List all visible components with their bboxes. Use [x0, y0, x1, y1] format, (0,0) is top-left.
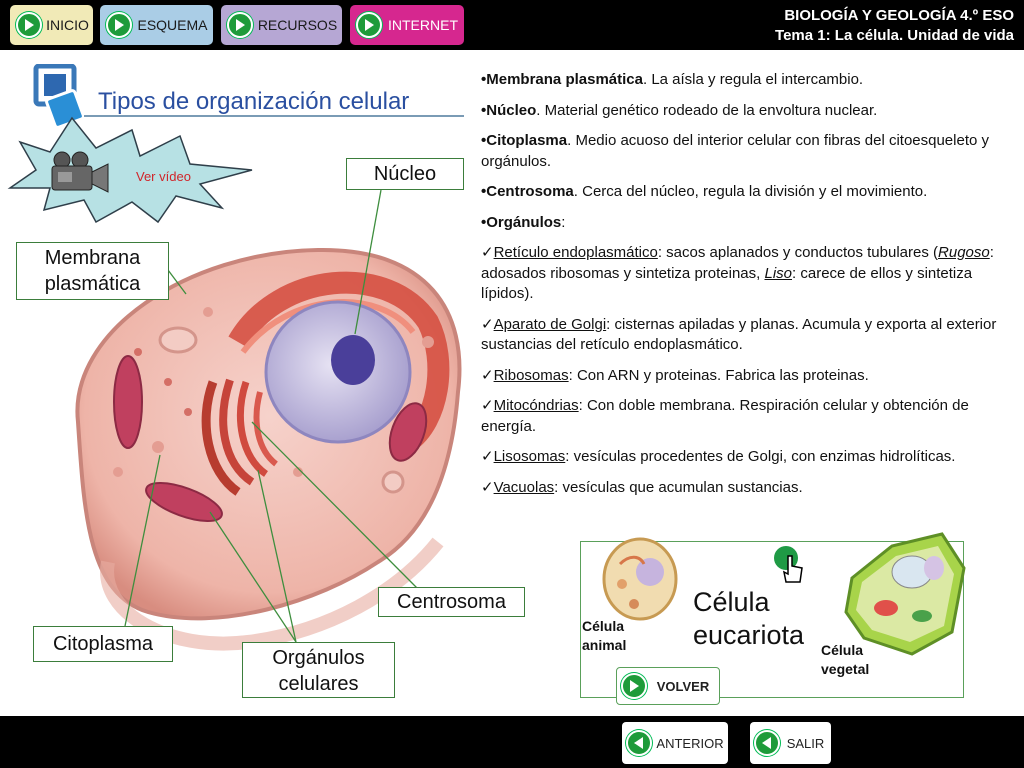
nav-inicio-label: INICIO [46, 17, 89, 33]
organelle-description [481, 70, 1006, 508]
check-icon: ✓ [481, 478, 494, 496]
label-membrana-plasmatica: Membrana plasmática [16, 242, 169, 300]
check-icon: ✓ [481, 397, 494, 414]
label-nucleo: Núcleo [346, 158, 464, 190]
info-item: ✓Vacuolas: vesículas que acumulan sustancias. [481, 478, 803, 496]
label-citoplasma: Citoplasma [33, 626, 173, 662]
eukaryote-title: Célula eucariota [693, 587, 805, 650]
play-icon [621, 673, 647, 699]
check-icon: ✓ [481, 366, 494, 384]
info-item: •Orgánulos: [481, 213, 566, 231]
info-item: •Citoplasma. Medio acuoso del interior celular con fibras del citoesqueleto y orgánulos. [481, 132, 990, 170]
hand-cursor-icon [770, 544, 810, 588]
check-icon: ✓ [481, 315, 494, 333]
info-item: •Membrana plasmática. La aísla y regula el intercambio. [481, 71, 864, 88]
animal-cell-thumbnail[interactable] [600, 534, 680, 624]
check-icon: ✓ [481, 244, 494, 261]
back-arrow-icon [626, 730, 652, 756]
info-item: ✓Lisosomas: vesículas procedentes de Golgi, con enzimas hidrolíticas. [481, 448, 956, 465]
check-icon: ✓ [481, 448, 494, 465]
info-item: ✓Ribosomas: Con ARN y proteinas. Fabrica las proteinas. [481, 366, 869, 384]
info-item: •Núcleo. Material genético rodeado de la envoltura nuclear. [481, 101, 878, 119]
info-item: ✓Mitocóndrias: Con doble membrana. Respiración celular y obtención de energía. [481, 397, 969, 435]
video-link-label: Ver vídeo [136, 169, 191, 184]
info-item: •Centrosoma. Cerca del núcleo, regula la división y el movimiento. [481, 183, 928, 200]
nav-recursos-label: RECURSOS [257, 17, 338, 33]
topic-title: Tema 1: La célula. Unidad de vida [775, 27, 1014, 44]
nav-esquema-label: ESQUEMA [137, 17, 208, 33]
course-title: BIOLOGÍA Y GEOLOGÍA 4.º ESO [784, 7, 1014, 24]
anterior-label: ANTERIOR [656, 735, 724, 751]
anterior-button[interactable] [622, 722, 728, 764]
page-title: Tipos de organización celular [98, 88, 410, 115]
bottom-bar [0, 716, 1024, 768]
animal-cell-label: Célula animal [582, 618, 627, 653]
label-centrosoma: Centrosoma [378, 587, 525, 617]
plant-cell-label: Célula vegetal [821, 642, 870, 677]
plant-cell-thumbnail[interactable] [842, 528, 970, 658]
volver-label: VOLVER [656, 678, 710, 694]
salir-label: SALIR [786, 735, 825, 751]
volver-button[interactable] [616, 667, 720, 705]
nav-internet-label: INTERNET [388, 17, 458, 33]
info-item-reticulo: ✓Retículo endoplasmático: sacos aplanados y conductos tubulares (Rugoso: adosados ribosomas y sintetiza proteinas, Liso: carece de ellos y sintetiza lípidos). [481, 244, 994, 302]
info-item: ✓Aparato de Golgi: cisternas apiladas y planas. Acumula y exporta al exterior sustancias del retículo endoplasmático. [481, 315, 997, 353]
back-arrow-icon [754, 730, 780, 756]
salir-button[interactable] [750, 722, 831, 764]
label-organulos-celulares: Orgánulos celulares [242, 642, 395, 698]
